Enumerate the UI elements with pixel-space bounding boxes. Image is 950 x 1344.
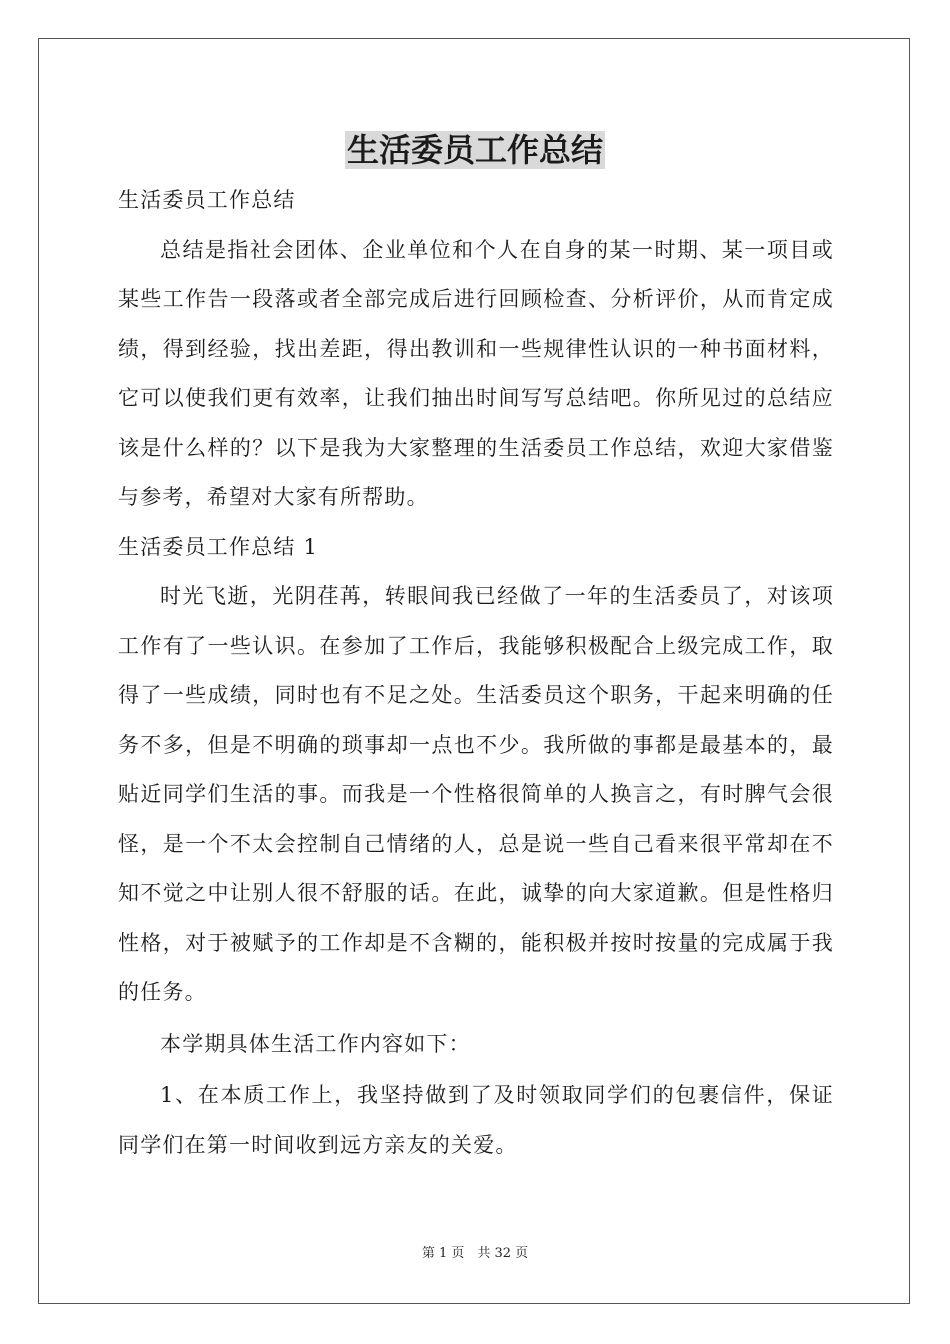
page-footer: [0, 1244, 950, 1264]
document-title: [0, 124, 950, 176]
page-number: 第 1 页 共 32 页: [421, 1246, 529, 1261]
document-title-text: 生活委员工作总结: [346, 131, 603, 169]
paragraph-heading: 生活委员工作总结: [118, 188, 296, 212]
paragraph-body: 时光飞逝，光阴荏苒，转眼间我已经做了一年的生活委员了，对该项工作有了一些认识。在参加了工作后，我能够积极配合上级完成工作，取得了一些成绩，同时也有不足之处。生活委员这个职务，干起来明确的任务不多，但是不明确的琐事却一点也不少。我所做的事都是最基本的，最贴近同学们生活的事。而我是一个性格很简单的人换言之，有时脾气会很怪，是一个不太会控制自己情绪的人，总是说一些自己看来很平常却在不知不觉之中让别人很不舒服的话。在此，诚挚的向大家道歉。但是性格归性格，对于被赋予的工作却是不含糊的，能积极并按时按量的完成属于我的任务。: [118, 584, 834, 1004]
section-heading: 生活委员工作总结 1: [118, 534, 319, 559]
paragraph-list-intro: 本学期具体生活工作内容如下：: [160, 1031, 471, 1056]
paragraph-list-item: 1、在本质工作上，我坚持做到了及时领取同学们的包裹信件，保证同学们在第一时间收到远方亲友的关爱。: [118, 1083, 834, 1157]
paragraph-intro: 总结是指社会团体、企业单位和个人在自身的某一时期、某一项目或某些工作告一段落或者全部完成后进行回顾检查、分析评价，从而肯定成绩，得到经验，找出差距，得出教训和一些规律性认识的一种书面材料，它可以使我们更有效率，让我们抽出时间写写总结吧。你所见过的总结应该是什么样的？以下是我为大家整理的生活委员工作总结，欢迎大家借鉴与参考，希望对大家有所帮助。: [118, 237, 834, 509]
document-body: [118, 176, 834, 1170]
